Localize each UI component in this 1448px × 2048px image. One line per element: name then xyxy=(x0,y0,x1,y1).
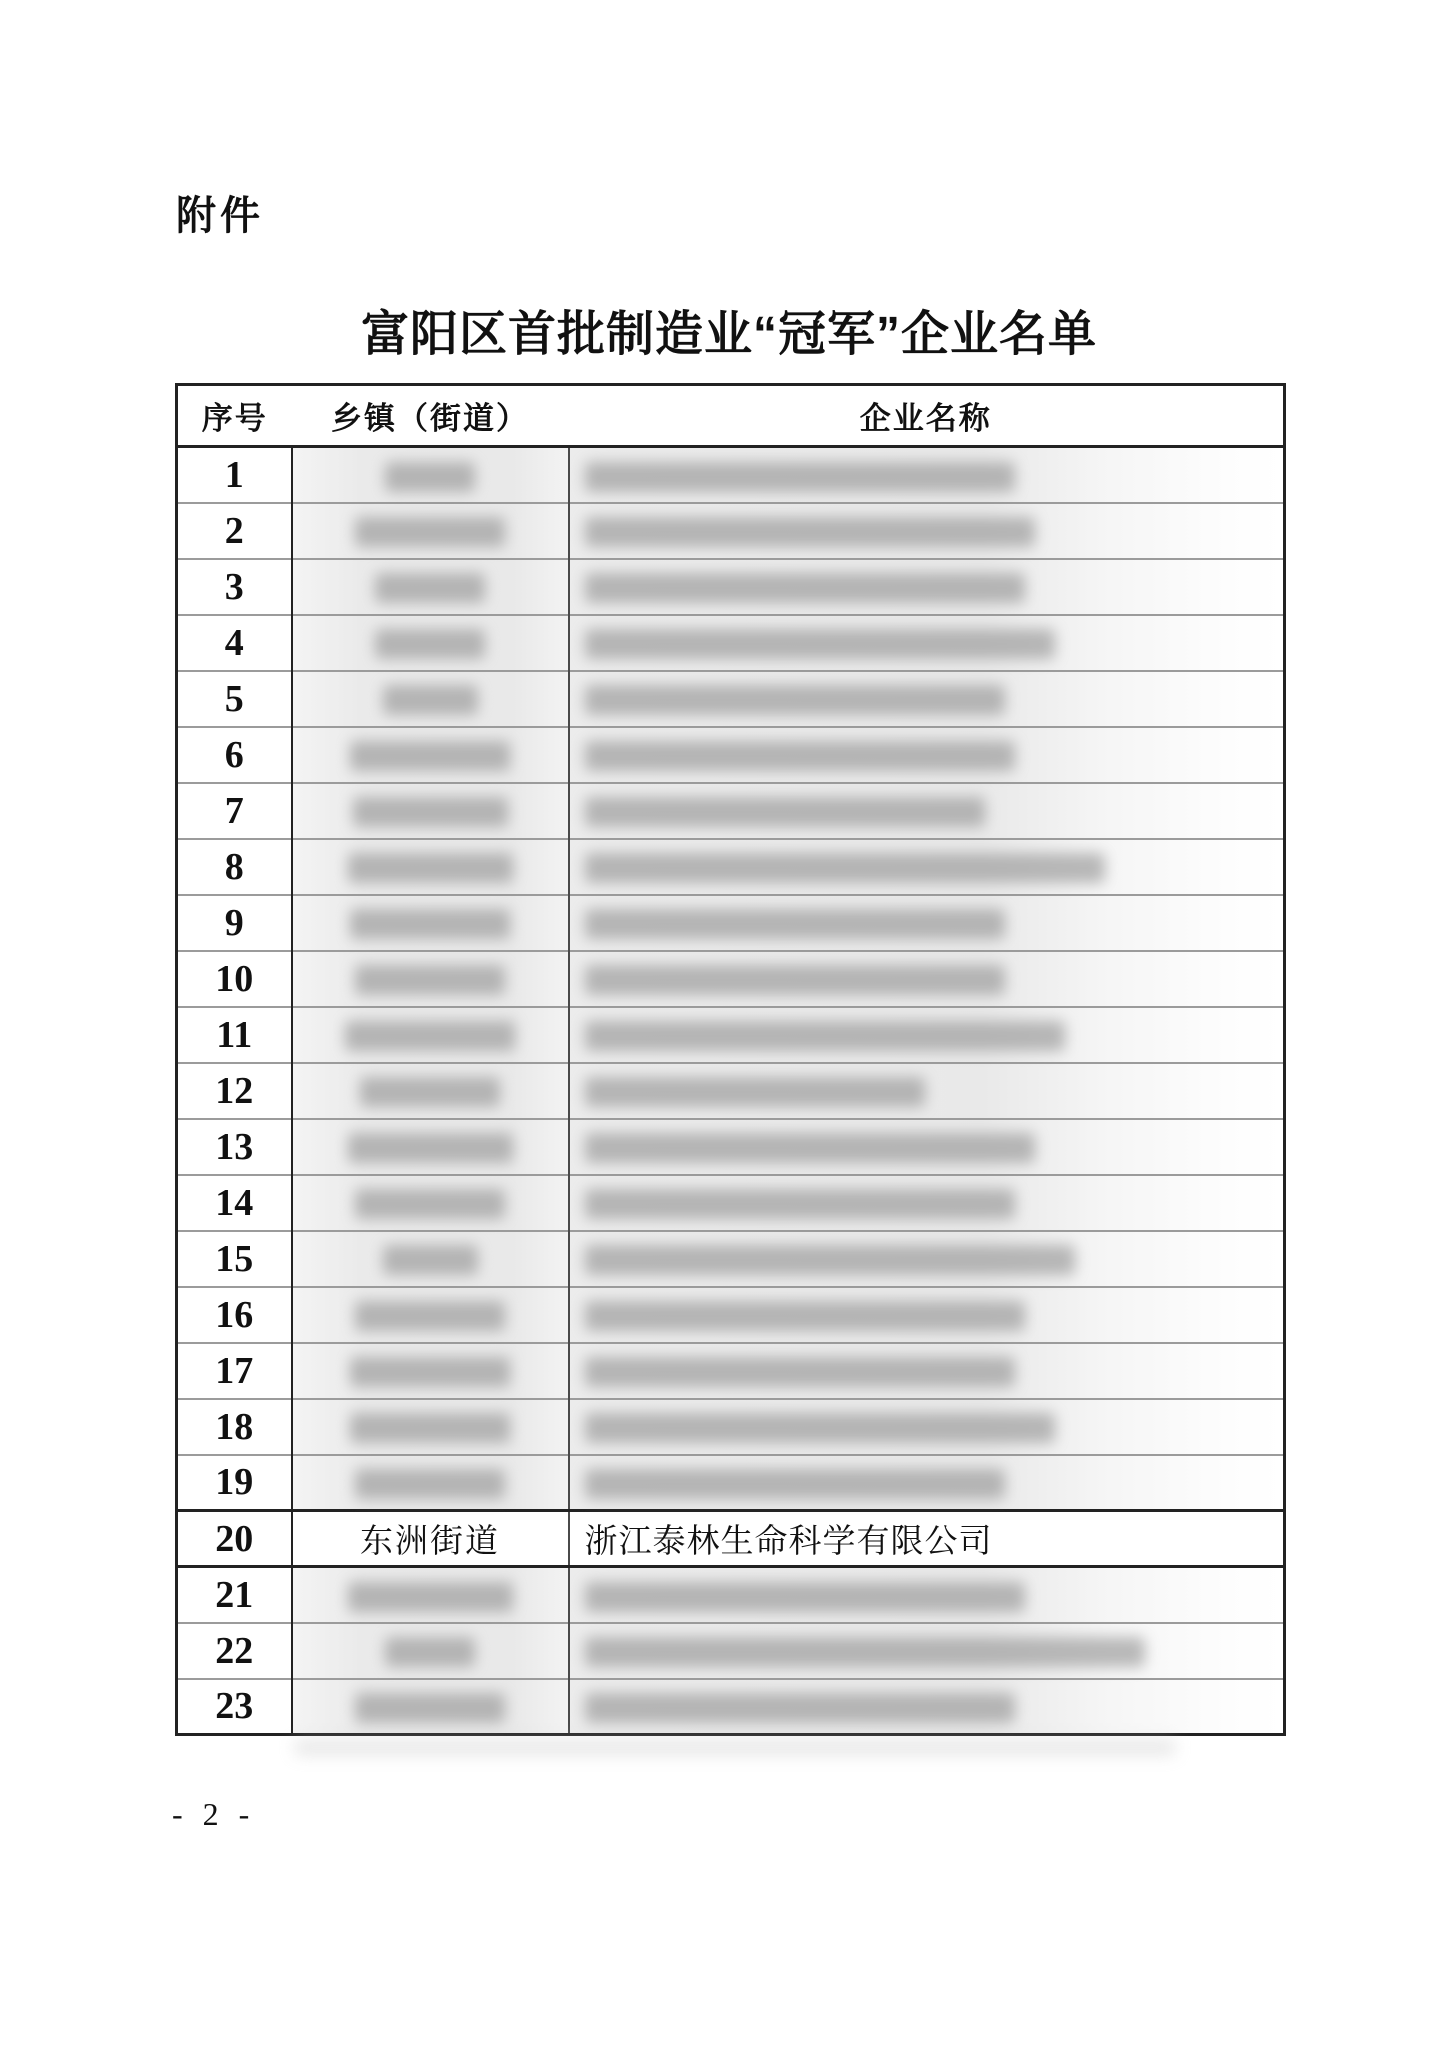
township-cell xyxy=(292,1175,569,1231)
township-cell xyxy=(292,1287,569,1343)
company-cell xyxy=(569,1231,1285,1287)
township-cell: 东洲街道 xyxy=(292,1511,569,1567)
township-cell xyxy=(292,1063,569,1119)
township-cell xyxy=(292,1399,569,1455)
redacted-text xyxy=(350,741,510,771)
scan-smudge xyxy=(295,1740,1175,1755)
table-row xyxy=(177,671,1285,727)
row-number: 2 xyxy=(177,503,292,559)
row-number: 7 xyxy=(177,783,292,839)
row-number: 4 xyxy=(177,615,292,671)
redacted-text xyxy=(585,1133,1035,1163)
township-cell xyxy=(292,559,569,615)
header-serial-number: 序号 xyxy=(177,385,292,447)
redacted-text xyxy=(585,1357,1015,1387)
row-number: 16 xyxy=(177,1287,292,1343)
redacted-text xyxy=(585,853,1105,883)
table-row xyxy=(177,1679,1285,1735)
redacted-text xyxy=(383,1245,478,1275)
company-cell xyxy=(569,1343,1285,1399)
redacted-text xyxy=(585,1245,1075,1275)
row-number: 11 xyxy=(177,1007,292,1063)
table-row xyxy=(177,1007,1285,1063)
redacted-text xyxy=(355,1301,505,1331)
table-row xyxy=(177,447,1285,503)
redacted-text xyxy=(350,1357,510,1387)
redacted-text xyxy=(585,741,1015,771)
redacted-text xyxy=(585,1582,1025,1612)
company-cell xyxy=(569,895,1285,951)
redacted-text xyxy=(360,1077,500,1107)
redacted-text xyxy=(350,1413,510,1443)
row-number: 14 xyxy=(177,1175,292,1231)
redacted-text xyxy=(585,1301,1025,1331)
header-township: 乡镇（街道） xyxy=(292,385,569,447)
township-cell xyxy=(292,1623,569,1679)
township-cell xyxy=(292,783,569,839)
redacted-text xyxy=(585,909,1005,939)
redacted-text xyxy=(585,1413,1055,1443)
table-row xyxy=(177,839,1285,895)
redacted-text xyxy=(355,1469,505,1499)
attachment-label: 附件 xyxy=(176,194,264,238)
table-row xyxy=(177,1063,1285,1119)
page-number: - 2 - xyxy=(172,1796,256,1832)
row-number: 23 xyxy=(177,1679,292,1735)
township-cell xyxy=(292,447,569,503)
table-header xyxy=(177,385,1285,447)
redacted-text xyxy=(385,462,475,492)
township-cell xyxy=(292,1455,569,1511)
company-cell xyxy=(569,559,1285,615)
table-row xyxy=(177,1567,1285,1623)
table-row xyxy=(177,559,1285,615)
table-row xyxy=(177,1175,1285,1231)
redacted-text xyxy=(353,797,508,827)
township-cell xyxy=(292,727,569,783)
redacted-text xyxy=(348,1582,513,1612)
table-row xyxy=(177,1231,1285,1287)
township-cell xyxy=(292,951,569,1007)
row-number: 12 xyxy=(177,1063,292,1119)
company-cell xyxy=(569,951,1285,1007)
township-cell xyxy=(292,895,569,951)
redacted-text xyxy=(355,965,505,995)
table-body xyxy=(177,447,1285,1735)
redacted-text xyxy=(585,1637,1145,1667)
township-cell xyxy=(292,1679,569,1735)
redacted-text xyxy=(385,1637,475,1667)
township-cell xyxy=(292,1119,569,1175)
company-cell xyxy=(569,727,1285,783)
enterprise-table xyxy=(175,383,1286,1736)
company-cell xyxy=(569,503,1285,559)
company-cell xyxy=(569,1287,1285,1343)
redacted-text xyxy=(585,1021,1065,1051)
company-cell xyxy=(569,671,1285,727)
company-cell xyxy=(569,1119,1285,1175)
company-cell xyxy=(569,615,1285,671)
row-number: 5 xyxy=(177,671,292,727)
redacted-text xyxy=(383,685,478,715)
township-cell xyxy=(292,1007,569,1063)
redacted-text xyxy=(585,629,1055,659)
township-cell xyxy=(292,1567,569,1623)
redacted-text xyxy=(585,965,1005,995)
table-row xyxy=(177,503,1285,559)
row-number: 15 xyxy=(177,1231,292,1287)
redacted-text xyxy=(348,853,513,883)
company-cell xyxy=(569,1455,1285,1511)
company-cell xyxy=(569,447,1285,503)
header-enterprise-name: 企业名称 xyxy=(569,385,1285,447)
company-cell xyxy=(569,1175,1285,1231)
row-number: 17 xyxy=(177,1343,292,1399)
township-cell xyxy=(292,615,569,671)
redacted-text xyxy=(585,462,1015,492)
redacted-text xyxy=(345,1021,515,1051)
table-row xyxy=(177,1119,1285,1175)
table-row xyxy=(177,783,1285,839)
row-number: 18 xyxy=(177,1399,292,1455)
row-number: 22 xyxy=(177,1623,292,1679)
table-row xyxy=(177,895,1285,951)
company-cell xyxy=(569,783,1285,839)
redacted-text xyxy=(355,1693,505,1723)
company-cell xyxy=(569,1679,1285,1735)
redacted-text xyxy=(585,517,1035,547)
township-cell xyxy=(292,671,569,727)
redacted-text xyxy=(585,1189,1015,1219)
table-row xyxy=(177,951,1285,1007)
company-cell xyxy=(569,1567,1285,1623)
row-number: 20 xyxy=(177,1511,292,1567)
row-number: 1 xyxy=(177,447,292,503)
redacted-text xyxy=(585,1693,1015,1723)
table-row xyxy=(177,1343,1285,1399)
company-cell xyxy=(569,1623,1285,1679)
table-row xyxy=(177,1287,1285,1343)
redacted-text xyxy=(350,909,510,939)
table-row xyxy=(177,1511,1285,1567)
redacted-text xyxy=(585,1077,925,1107)
redacted-text xyxy=(585,1469,1005,1499)
page-title: 富阳区首批制造业“冠军”企业名单 xyxy=(360,308,1097,361)
company-cell: 浙江泰林生命科学有限公司 xyxy=(584,1524,993,1560)
redacted-text xyxy=(375,629,485,659)
redacted-text xyxy=(348,1133,513,1163)
township-cell xyxy=(292,503,569,559)
row-number: 3 xyxy=(177,559,292,615)
redacted-text xyxy=(375,573,485,603)
table-row xyxy=(177,615,1285,671)
row-number: 6 xyxy=(177,727,292,783)
redacted-text xyxy=(585,797,985,827)
redacted-text xyxy=(585,685,1005,715)
row-number: 10 xyxy=(177,951,292,1007)
township-cell xyxy=(292,1343,569,1399)
table-row xyxy=(177,1623,1285,1679)
redacted-text xyxy=(585,573,1025,603)
company-cell xyxy=(569,1399,1285,1455)
table-row xyxy=(177,727,1285,783)
row-number: 9 xyxy=(177,895,292,951)
company-cell xyxy=(569,839,1285,895)
township-cell xyxy=(292,839,569,895)
row-number: 19 xyxy=(177,1455,292,1511)
table-row xyxy=(177,1399,1285,1455)
row-number: 13 xyxy=(177,1119,292,1175)
table-header-row xyxy=(177,385,1285,447)
row-number: 21 xyxy=(177,1567,292,1623)
company-cell xyxy=(569,1063,1285,1119)
redacted-text xyxy=(355,517,505,547)
row-number: 8 xyxy=(177,839,292,895)
company-cell xyxy=(569,1007,1285,1063)
table-row xyxy=(177,1455,1285,1511)
redacted-text xyxy=(355,1189,505,1219)
township-cell xyxy=(292,1231,569,1287)
